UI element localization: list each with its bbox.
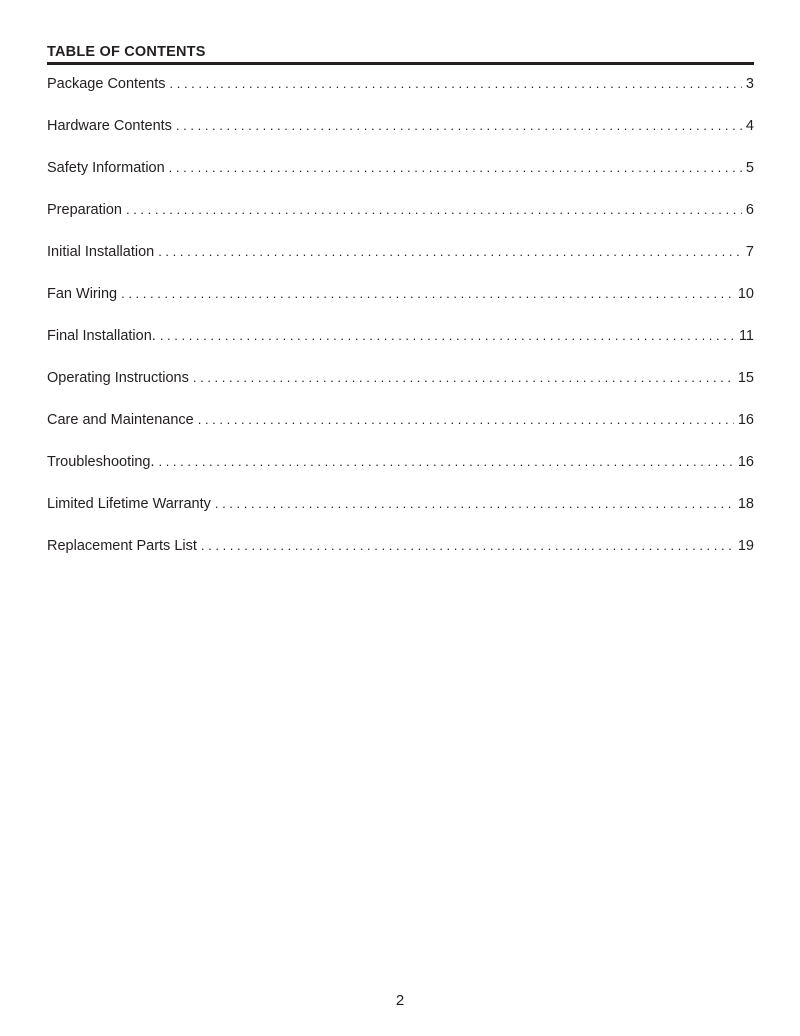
toc-entry-hardware-contents[interactable] bbox=[47, 117, 754, 159]
toc-entry-page: 11 bbox=[738, 328, 754, 344]
toc-entry-package-contents[interactable] bbox=[47, 75, 754, 117]
toc-entry-final-installation[interactable] bbox=[47, 327, 754, 369]
toc-entry-care-and-maintenance[interactable] bbox=[47, 411, 754, 453]
toc-list bbox=[47, 75, 754, 579]
toc-entry-label: Safety Information bbox=[47, 160, 165, 176]
toc-entry-page: 16 bbox=[737, 454, 754, 470]
table-of-contents bbox=[47, 44, 754, 579]
toc-dot-leader bbox=[158, 453, 733, 470]
toc-dot-leader bbox=[126, 201, 742, 218]
toc-dot-leader bbox=[193, 369, 734, 386]
toc-dot-leader bbox=[198, 411, 734, 428]
toc-dot-leader bbox=[201, 537, 734, 554]
toc-dot-leader bbox=[158, 243, 742, 260]
toc-entry-page: 16 bbox=[737, 412, 754, 428]
toc-title: TABLE OF CONTENTS bbox=[47, 44, 754, 65]
toc-dot-leader bbox=[176, 117, 742, 134]
toc-entry-page: 6 bbox=[745, 202, 754, 218]
toc-entry-label: Initial Installation bbox=[47, 244, 155, 260]
toc-entry-page: 5 bbox=[745, 160, 754, 176]
toc-entry-initial-installation[interactable] bbox=[47, 243, 754, 285]
toc-entry-label: Troubleshooting. bbox=[47, 454, 155, 470]
toc-entry-replacement-parts-list[interactable] bbox=[47, 537, 754, 579]
toc-entry-fan-wiring[interactable] bbox=[47, 285, 754, 327]
toc-entry-page: 19 bbox=[737, 538, 754, 554]
toc-entry-page: 18 bbox=[737, 496, 754, 512]
toc-dot-leader bbox=[215, 495, 734, 512]
toc-entry-safety-information[interactable] bbox=[47, 159, 754, 201]
toc-entry-troubleshooting[interactable] bbox=[47, 453, 754, 495]
toc-entry-label: Limited Lifetime Warranty bbox=[47, 496, 211, 512]
toc-entry-page: 3 bbox=[745, 76, 754, 92]
toc-entry-operating-instructions[interactable] bbox=[47, 369, 754, 411]
toc-entry-page: 4 bbox=[745, 118, 754, 134]
toc-entry-label: Replacement Parts List bbox=[47, 538, 197, 554]
toc-entry-label: Operating Instructions bbox=[47, 370, 189, 386]
toc-entry-label: Preparation bbox=[47, 202, 122, 218]
toc-entry-page: 10 bbox=[737, 286, 754, 302]
toc-dot-leader bbox=[121, 285, 734, 302]
toc-entry-label: Package Contents bbox=[47, 76, 166, 92]
toc-entry-label: Care and Maintenance bbox=[47, 412, 194, 428]
toc-entry-preparation[interactable] bbox=[47, 201, 754, 243]
toc-dot-leader bbox=[169, 159, 742, 176]
page-number: 2 bbox=[395, 992, 405, 1009]
toc-entry-label: Hardware Contents bbox=[47, 118, 172, 134]
toc-dot-leader bbox=[170, 75, 742, 92]
toc-entry-page: 7 bbox=[745, 244, 754, 260]
toc-entry-page: 15 bbox=[737, 370, 754, 386]
toc-dot-leader bbox=[160, 327, 735, 344]
toc-entry-limited-lifetime-warranty[interactable] bbox=[47, 495, 754, 537]
toc-entry-label: Final Installation. bbox=[47, 328, 156, 344]
toc-entry-label: Fan Wiring bbox=[47, 286, 118, 302]
